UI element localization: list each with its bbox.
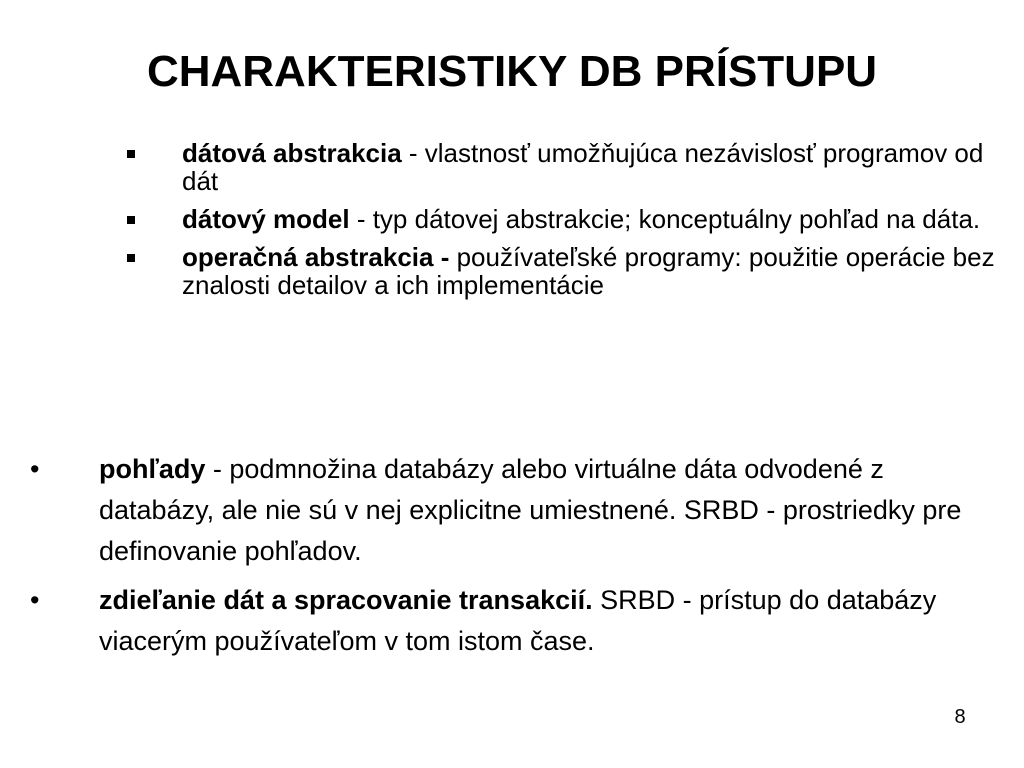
sub-list-item <box>120 139 1000 195</box>
term-label: dátový model <box>182 204 350 234</box>
page-number: 8 <box>954 706 966 728</box>
term-description: SRBD - prístup do databázy viacerým používateľom v tom istom čase. <box>99 585 937 656</box>
term-label: zdieľanie dát a spracovanie transakcií. <box>99 585 593 615</box>
slide-title: CHARAKTERISTIKY DB PRÍSTUPU <box>146 47 878 96</box>
term-label: pohľady <box>99 454 206 484</box>
term-description: - typ dátovej abstrakcie; konceptuálny pohľad na dáta. <box>349 204 981 234</box>
term-label: dátová abstrakcia <box>182 138 402 168</box>
square-bullet-icon <box>127 216 135 224</box>
sub-list-item <box>120 243 1000 299</box>
main-list-item <box>30 580 1000 662</box>
term-label: operačná abstrakcia - <box>182 242 450 272</box>
term-description: - podmnožina databázy alebo virtuálne dáta odvodené z databázy, ale nie sú v nej explicitne umiestnené. SRBD - prostriedky pre definovanie pohľadov. <box>99 454 962 566</box>
term-description: používateľské programy: použitie operácie bez znalosti detailov a ich implementácie <box>182 242 995 300</box>
round-bullet-icon: • <box>30 454 40 484</box>
main-list-item <box>30 449 1000 572</box>
square-bullet-icon <box>127 150 135 158</box>
term-description: - vlastnosť umožňujúca nezávislosť programov od dát <box>182 138 984 196</box>
square-bullet-icon <box>127 254 135 262</box>
main-bullet-list <box>30 449 1000 670</box>
sub-bullet-list <box>120 139 1000 309</box>
sub-list-item <box>120 205 1000 233</box>
round-bullet-icon: • <box>30 585 40 615</box>
